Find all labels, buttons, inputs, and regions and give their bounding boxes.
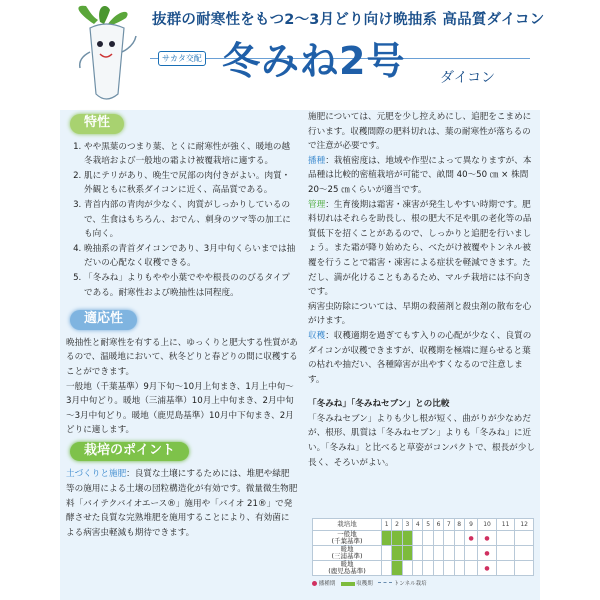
content-panel	[60, 110, 540, 600]
region-basis: (鹿児島基準)	[328, 567, 366, 575]
month-header: 7	[444, 519, 454, 531]
month-header: 2	[392, 519, 402, 531]
disease-text: 病害虫防除については、早期の殺菌剤と殺虫剤の散布を心がけます。	[308, 301, 532, 327]
management-text	[308, 198, 536, 300]
month-header: 5	[423, 519, 433, 531]
sowing-label: 播種	[308, 155, 326, 166]
section-heading-saibai: 栽培のポイント	[70, 442, 189, 462]
region-name: 暖地	[340, 545, 354, 553]
comparison-text: 「冬みねセブン」よりも少し根が短く、曲がりが少なめだが、根形、肌質は「冬みねセブン」よりも「冬みね」に近い。「冬みね」と比べると草姿がコンパクトで、根長が少し長く、そろいがよい。	[308, 413, 535, 468]
schedule-table	[312, 518, 534, 576]
schedule-row: 暖地 (鹿児島基準) ●	[313, 561, 534, 576]
fertilizer-text: 施肥については、元肥を少し控えめにし、追肥をこまめに行います。収穫間際の肥料切れは、葉の耐寒性が落ちるので注意が必要です。	[308, 112, 532, 152]
sowing-dot-icon	[312, 581, 317, 586]
tunnel-line-icon	[378, 582, 392, 585]
region-basis: (三浦基準)	[331, 552, 363, 560]
management-detail: ：生育後期は霜害・凍害が発生しやすい時期です。肥料切れはそれらを助長し、根の肥大不足や肌の老化等の品質低下を招くことがあるので、しっかりと追肥を行いましょう。また霜が降り始めたら、べたがけ被覆やトンネル被覆を行うことで霜害・凍害による症状を軽減できます。ただし、満が化けることもあるため、マルチ栽培には不向きです。	[308, 199, 532, 298]
region-cell	[313, 546, 382, 561]
legend-harvest: 収穫期	[356, 581, 373, 587]
breeder-badge: サカタ交配	[158, 51, 206, 66]
region-name: 一般地	[337, 530, 357, 538]
feature-item: 1. やや黒葉のつまり葉、とくに耐寒性が強く、暖地の越冬栽培および一般地の霜よけ被覆栽培に適する。	[84, 140, 298, 169]
harvest-detail: ：収穫適期を過ぎてもす入りの心配が少なく、良質のダイコンが収穫できますが、収穫期を極端に遅らせると葉の枯れや抽だい、各種障害が出やすくなるので注意します。	[308, 330, 532, 385]
comparison-heading: 「冬みね」「冬みねセブン」との比較	[308, 399, 450, 410]
region-cell	[313, 561, 382, 576]
region-name: 暖地	[340, 560, 354, 568]
daikon-mascot-icon	[66, 2, 148, 104]
schedule-header-label: 栽培地	[313, 519, 382, 531]
feature-list	[66, 140, 298, 301]
product-subtitle: ダイコン	[440, 70, 496, 86]
month-header: 3	[402, 519, 412, 531]
month-header: 8	[454, 519, 464, 531]
schedule-row: 一般地 (千葉基準) ● ●	[313, 531, 534, 546]
region-cell	[313, 531, 382, 546]
product-title: 冬みね2号	[222, 39, 406, 83]
section-heading-tokusei: 特性	[70, 114, 124, 134]
legend-sowing: 播種期	[318, 581, 336, 587]
schedule-row: 暖地 (三浦基準) ●	[313, 546, 534, 561]
schedule-legend	[312, 579, 534, 587]
legend-tunnel: トンネル栽培	[393, 581, 427, 587]
right-column	[308, 110, 536, 470]
month-header: 9	[464, 519, 477, 531]
harvest-label: 収穫	[308, 330, 326, 341]
sowing-detail: ：栽植密度は、地域や作型によって異なりますが、本品種は比較的密植栽培が可能で、畝間 40～50 ㎝ × 株間 20～25 ㎝くらいが適当です。	[308, 155, 532, 195]
header	[0, 0, 600, 108]
harvest-text	[308, 329, 536, 387]
tagline: 抜群の耐寒性をもつ2～3月どり向け晩抽系 高品質ダイコン	[152, 12, 545, 28]
cultivation-schedule	[312, 518, 534, 587]
cultivation-text	[66, 467, 298, 540]
soil-text: ：良質な土壌にするためには、堆肥や緑肥等の施用による土壌の団粒構造化が有効です。微量微生物肥料「バイテクバイオエース®」施用や「バイオ 21®」で発酵させた良質な完熟堆肥を施用することにより、有効菌による病害虫軽減も期待できます。	[66, 469, 298, 538]
schedule-header-row	[313, 519, 534, 531]
feature-item: 4. 晩抽系の青首ダイコンであり、3月中旬くらいまでは抽だいの心配なく収穫できる。	[84, 242, 298, 271]
adaptability-schedule-text: 一般地（千葉基準）9月下旬～10月上旬まき、1月上中旬～3月中旬どり。暖地（三浦基準）10月上中旬まき、2月中旬～3月中旬どり。暖地（鹿児島基準）10月中下旬まき、2月どりに適します。	[66, 381, 294, 436]
section-heading-tekiousei: 適応性	[70, 310, 137, 330]
month-header: 10	[478, 519, 497, 531]
soil-label: 土づくりと施肥	[66, 469, 127, 480]
sowing-text	[308, 154, 536, 198]
adaptability-text: 晩抽性と耐寒性を有する上に、ゆっくりと肥大する性質があるので、温暖地において、秋冬どりと春どりの間に収穫することができます。	[66, 337, 298, 377]
month-header: 4	[413, 519, 423, 531]
feature-item: 2. 肌にテリがあり、晩生で尻部の肉付きがよい。肉質・外観ともに秋系ダイコンに近く、高品質である。	[84, 169, 298, 198]
month-header: 1	[382, 519, 392, 531]
management-label: 管理	[308, 199, 326, 210]
month-header: 12	[515, 519, 534, 531]
region-basis: (千葉基準)	[331, 537, 363, 545]
feature-item: 3. 青首内部の青肉が少なく、肉質がしっかりしているので、生食はもちろん、おでん、刺身のツマ等の加工にも向く。	[84, 198, 298, 242]
month-header: 11	[496, 519, 515, 531]
month-header: 6	[433, 519, 443, 531]
feature-item: 5. 「冬みね」よりもやや小葉でやや根長ののびるタイプである。耐寒性および晩抽性は同程度。	[84, 271, 298, 300]
left-column	[66, 110, 298, 540]
harvest-bar-icon	[341, 582, 355, 586]
